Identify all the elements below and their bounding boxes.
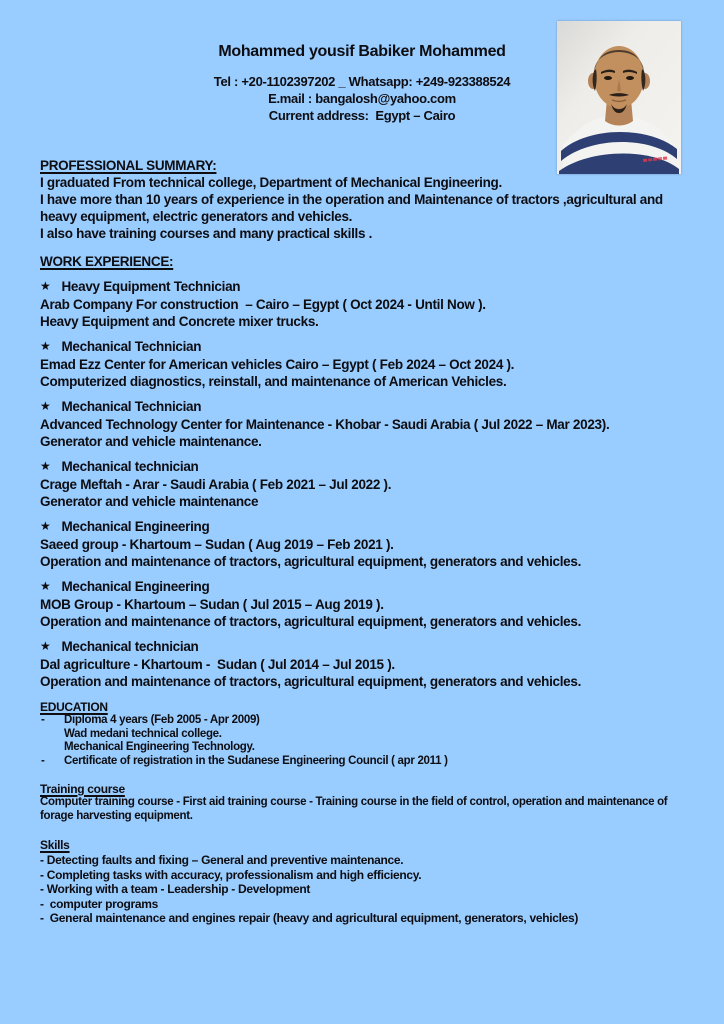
education-line: Certificate of registration in the Sudanese Engineering Council ( apr 2011 )	[64, 754, 448, 767]
job-entry	[40, 398, 690, 450]
candidate-name: Mohammed yousif Babiker Mohammed	[218, 43, 506, 60]
job-desc: Operation and maintenance of tractors, agricultural equipment, generators and vehicles.	[40, 614, 582, 629]
section-training-course	[40, 782, 690, 823]
dash-bullet	[40, 741, 64, 755]
job-entry	[40, 578, 690, 630]
job-title-row	[40, 338, 690, 356]
work-experience-heading: WORK EXPERIENCE:	[40, 254, 174, 269]
skill-item: - computer programs	[40, 896, 159, 911]
phone-line: Tel : +20-1102397202 _ Whatsapp: +249-923388524	[213, 74, 511, 89]
dash-bullet: -	[41, 754, 45, 767]
job-title: Mechanical Engineering	[61, 519, 210, 534]
job-desc: Generator and vehicle maintenance.	[40, 434, 262, 449]
education-heading: EDUCATION	[40, 700, 108, 714]
job-entry	[40, 518, 690, 570]
job-title: Heavy Equipment Technician	[61, 279, 241, 294]
section-work-experience	[40, 253, 690, 690]
skill-item: - General maintenance and engines repair (heavy and agricultural equipment, generators, vehicles)	[40, 911, 579, 925]
job-desc: Generator and vehicle maintenance	[40, 494, 259, 509]
job-title: Mechanical Technician	[61, 339, 202, 354]
training-heading: Training course	[40, 782, 125, 796]
education-line: Wad medani technical college.	[64, 727, 222, 740]
star-icon: ★	[40, 279, 51, 293]
summary-paragraph: I have more than 10 years of experience in the operation and Maintenance of tractors ,agricultural and heavy equipment, electric generators and vehicles.	[40, 192, 667, 224]
job-desc: Operation and maintenance of tractors, agricultural equipment, generators and vehicles.	[40, 674, 582, 689]
job-title-row	[40, 278, 690, 296]
skills-heading: Skills	[40, 838, 70, 852]
right-eye	[626, 76, 634, 80]
job-title-row	[40, 518, 690, 536]
job-entry	[40, 638, 690, 690]
skills-list	[40, 853, 690, 926]
job-desc: Computerized diagnostics, reinstall, and maintenance of American Vehicles.	[40, 374, 507, 389]
education-line: Diploma 4 years (Feb 2005 - Apr 2009)	[64, 714, 260, 726]
star-icon: ★	[40, 519, 51, 533]
job-desc: Heavy Equipment and Concrete mixer trucks.	[40, 314, 319, 329]
job-title-row	[40, 458, 690, 476]
star-icon: ★	[40, 639, 51, 653]
skill-item: - Working with a team - Leadership - Development	[40, 882, 311, 896]
training-text: Computer training course - First aid training course - Training course in the field of control, operation and maintenance of forage harvesting equipment.	[40, 796, 671, 822]
job-entry	[40, 338, 690, 390]
education-item	[40, 728, 690, 742]
face	[594, 46, 644, 108]
job-org: MOB Group - Khartoum – Sudan ( Jul 2015 – Aug 2019 ).	[40, 597, 384, 612]
job-org: Emad Ezz Center for American vehicles Cairo – Egypt ( Feb 2024 – Oct 2024 ).	[40, 357, 515, 372]
content	[0, 157, 724, 926]
section-skills	[40, 838, 690, 926]
education-item	[40, 741, 690, 755]
education-line: Mechanical Engineering Technology.	[64, 741, 255, 753]
profile-photo	[557, 21, 681, 174]
job-desc: Operation and maintenance of tractors, agricultural equipment, generators and vehicles.	[40, 554, 582, 569]
skill-item: - Detecting faults and fixing – General and preventive maintenance.	[40, 853, 404, 867]
skill-item: - Completing tasks with accuracy, professionalism and high efficiency.	[40, 867, 422, 882]
job-entry	[40, 278, 690, 330]
email-line: E.mail : bangalosh@yahoo.com	[268, 91, 456, 106]
job-entry	[40, 458, 690, 510]
job-org: Advanced Technology Center for Maintenance - Khobar - Saudi Arabia ( Jul 2022 – Mar 2023).	[40, 417, 610, 432]
summary-heading: PROFESSIONAL SUMMARY:	[40, 158, 217, 173]
summary-paragraph: I graduated From technical college, Department of Mechanical Engineering.	[40, 175, 502, 190]
address-line: Current address: Egypt – Cairo	[268, 108, 456, 123]
star-icon: ★	[40, 579, 51, 593]
job-org: Arab Company For construction – Cairo – Egypt ( Oct 2024 - Until Now ).	[40, 297, 486, 312]
education-item	[40, 755, 690, 769]
summary-paragraph: I also have training courses and many practical skills .	[40, 226, 373, 241]
job-title-row	[40, 638, 690, 656]
job-org: Dal agriculture - Khartoum - Sudan ( Jul 2014 – Jul 2015 ).	[40, 657, 395, 672]
star-icon: ★	[40, 339, 51, 353]
job-title-row	[40, 398, 690, 416]
dash-bullet	[40, 728, 64, 742]
star-icon: ★	[40, 399, 51, 413]
dash-bullet: -	[41, 714, 45, 726]
job-title: Mechanical Engineering	[61, 579, 210, 594]
job-org: Saeed group - Khartoum – Sudan ( Aug 2019 – Feb 2021 ).	[40, 537, 394, 552]
job-org: Crage Meftah - Arar - Saudi Arabia ( Feb 2021 – Jul 2022 ).	[40, 477, 392, 492]
star-icon: ★	[40, 459, 51, 473]
job-title: Mechanical technician	[61, 639, 199, 654]
profile-photo-illustration	[557, 21, 681, 174]
job-title: Mechanical Technician	[61, 399, 202, 414]
left-eye	[604, 76, 612, 80]
section-education	[40, 700, 690, 768]
job-title: Mechanical technician	[61, 459, 199, 474]
job-title-row	[40, 578, 690, 596]
education-item	[40, 714, 690, 728]
